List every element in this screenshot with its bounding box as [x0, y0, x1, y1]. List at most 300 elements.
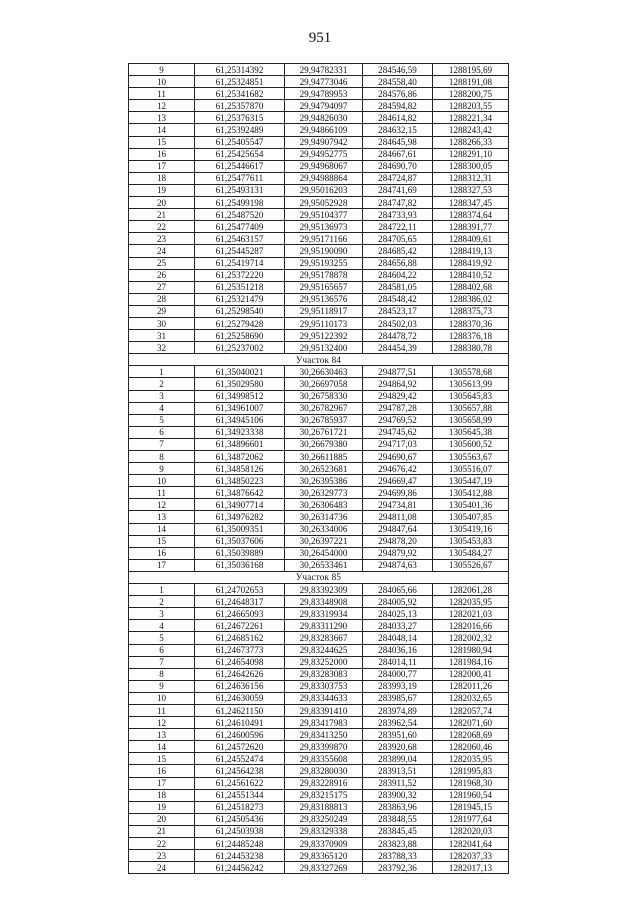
table-row — [129, 680, 509, 692]
longitude-cell: 29,83399870 — [285, 741, 363, 753]
point-number-cell: 21 — [129, 209, 195, 221]
point-number-cell: 20 — [129, 813, 195, 825]
x-coordinate-cell: 294879,92 — [363, 547, 433, 559]
table-row — [129, 547, 509, 559]
y-coordinate-cell: 1305563,67 — [433, 451, 509, 463]
latitude-cell: 61,24665093 — [195, 608, 285, 620]
latitude-cell: 61,34907714 — [195, 499, 285, 511]
longitude-cell: 29,83311290 — [285, 620, 363, 632]
table-row — [129, 233, 509, 245]
y-coordinate-cell: 1282020,03 — [433, 825, 509, 837]
table-row — [129, 656, 509, 668]
y-coordinate-cell: 1288266,33 — [433, 136, 509, 148]
latitude-cell: 61,25392489 — [195, 124, 285, 136]
x-coordinate-cell: 284523,17 — [363, 305, 433, 317]
x-coordinate-cell: 283985,67 — [363, 692, 433, 704]
point-number-cell: 25 — [129, 257, 195, 269]
latitude-cell: 61,25237002 — [195, 342, 285, 354]
x-coordinate-cell: 294877,51 — [363, 366, 433, 378]
longitude-cell: 29,95110173 — [285, 317, 363, 329]
x-coordinate-cell: 284065,66 — [363, 584, 433, 596]
longitude-cell: 29,83280030 — [285, 765, 363, 777]
y-coordinate-cell: 1305419,16 — [433, 523, 509, 535]
latitude-cell: 61,34945106 — [195, 414, 285, 426]
x-coordinate-cell: 284036,16 — [363, 644, 433, 656]
table-row — [129, 753, 509, 765]
table-row — [129, 813, 509, 825]
table-row — [129, 499, 509, 511]
longitude-cell: 30,26454000 — [285, 547, 363, 559]
latitude-cell: 61,24456242 — [195, 862, 285, 874]
point-number-cell: 12 — [129, 717, 195, 729]
x-coordinate-cell: 294864,92 — [363, 378, 433, 390]
table-row — [129, 269, 509, 281]
longitude-cell: 29,83215175 — [285, 789, 363, 801]
point-number-cell: 1 — [129, 366, 195, 378]
x-coordinate-cell: 283913,51 — [363, 765, 433, 777]
latitude-cell: 61,24702653 — [195, 584, 285, 596]
point-number-cell: 11 — [129, 704, 195, 716]
y-coordinate-cell: 1282011,26 — [433, 680, 509, 692]
longitude-cell: 29,83283667 — [285, 632, 363, 644]
longitude-cell: 30,26314736 — [285, 511, 363, 523]
y-coordinate-cell: 1288409,61 — [433, 233, 509, 245]
point-number-cell: 4 — [129, 402, 195, 414]
latitude-cell: 61,24561622 — [195, 777, 285, 789]
table-row — [129, 535, 509, 547]
longitude-cell: 29,94866109 — [285, 124, 363, 136]
longitude-cell: 29,94968067 — [285, 160, 363, 172]
latitude-cell: 61,25477611 — [195, 172, 285, 184]
x-coordinate-cell: 284546,59 — [363, 64, 433, 76]
longitude-cell: 30,26611885 — [285, 451, 363, 463]
latitude-cell: 61,25258690 — [195, 330, 285, 342]
x-coordinate-cell: 284000,77 — [363, 668, 433, 680]
longitude-cell: 29,83329338 — [285, 825, 363, 837]
latitude-cell: 61,34858126 — [195, 463, 285, 475]
latitude-cell: 61,25321479 — [195, 293, 285, 305]
x-coordinate-cell: 284548,42 — [363, 293, 433, 305]
x-coordinate-cell: 283863,96 — [363, 801, 433, 813]
x-coordinate-cell: 294690,67 — [363, 451, 433, 463]
point-number-cell: 16 — [129, 547, 195, 559]
latitude-cell: 61,25445287 — [195, 245, 285, 257]
y-coordinate-cell: 1282060,46 — [433, 741, 509, 753]
table-row — [129, 596, 509, 608]
point-number-cell: 20 — [129, 197, 195, 209]
point-number-cell: 5 — [129, 414, 195, 426]
longitude-cell: 30,26397221 — [285, 535, 363, 547]
point-number-cell: 6 — [129, 426, 195, 438]
point-number-cell: 29 — [129, 305, 195, 317]
table-row — [129, 426, 509, 438]
table-row — [129, 390, 509, 402]
x-coordinate-cell: 283920,68 — [363, 741, 433, 753]
x-coordinate-cell: 284724,87 — [363, 172, 433, 184]
longitude-cell: 29,83392309 — [285, 584, 363, 596]
point-number-cell: 7 — [129, 656, 195, 668]
table-row — [129, 366, 509, 378]
x-coordinate-cell: 284741,69 — [363, 184, 433, 196]
point-number-cell: 8 — [129, 451, 195, 463]
x-coordinate-cell: 283788,33 — [363, 850, 433, 862]
x-coordinate-cell: 283900,32 — [363, 789, 433, 801]
longitude-cell: 29,83250249 — [285, 813, 363, 825]
longitude-cell: 29,83413250 — [285, 729, 363, 741]
point-number-cell: 17 — [129, 777, 195, 789]
latitude-cell: 61,25298540 — [195, 305, 285, 317]
longitude-cell: 29,83417983 — [285, 717, 363, 729]
latitude-cell: 61,25351218 — [195, 281, 285, 293]
x-coordinate-cell: 294717,03 — [363, 438, 433, 450]
y-coordinate-cell: 1282021,03 — [433, 608, 509, 620]
table-row — [129, 825, 509, 837]
section-heading: Участок 85 — [129, 571, 509, 583]
x-coordinate-cell: 284747,82 — [363, 197, 433, 209]
latitude-cell: 61,25419714 — [195, 257, 285, 269]
y-coordinate-cell: 1288386,02 — [433, 293, 509, 305]
point-number-cell: 18 — [129, 789, 195, 801]
point-number-cell: 22 — [129, 221, 195, 233]
x-coordinate-cell: 294745,62 — [363, 426, 433, 438]
longitude-cell: 29,83348908 — [285, 596, 363, 608]
table-row — [129, 523, 509, 535]
y-coordinate-cell: 1281960,54 — [433, 789, 509, 801]
latitude-cell: 61,35036168 — [195, 559, 285, 571]
latitude-cell: 61,24503938 — [195, 825, 285, 837]
latitude-cell: 61,25493131 — [195, 184, 285, 196]
longitude-cell: 29,95165657 — [285, 281, 363, 293]
latitude-cell: 61,24552474 — [195, 753, 285, 765]
point-number-cell: 3 — [129, 390, 195, 402]
latitude-cell: 61,25357870 — [195, 100, 285, 112]
x-coordinate-cell: 284705,65 — [363, 233, 433, 245]
x-coordinate-cell: 284733,93 — [363, 209, 433, 221]
table-row — [129, 838, 509, 850]
latitude-cell: 61,34923338 — [195, 426, 285, 438]
point-number-cell: 13 — [129, 112, 195, 124]
y-coordinate-cell: 1305447,19 — [433, 475, 509, 487]
y-coordinate-cell: 1288419,92 — [433, 257, 509, 269]
y-coordinate-cell: 1305613,99 — [433, 378, 509, 390]
longitude-cell: 29,95122392 — [285, 330, 363, 342]
y-coordinate-cell: 1288191,08 — [433, 76, 509, 88]
latitude-cell: 61,35029580 — [195, 378, 285, 390]
x-coordinate-cell: 283823,88 — [363, 838, 433, 850]
latitude-cell: 61,34998512 — [195, 390, 285, 402]
longitude-cell: 29,83303753 — [285, 680, 363, 692]
table-row — [129, 850, 509, 862]
y-coordinate-cell: 1288200,75 — [433, 88, 509, 100]
latitude-cell: 61,24485248 — [195, 838, 285, 850]
longitude-cell: 29,83355608 — [285, 753, 363, 765]
table-row — [129, 620, 509, 632]
point-number-cell: 1 — [129, 584, 195, 596]
longitude-cell: 29,83365120 — [285, 850, 363, 862]
latitude-cell: 61,34976282 — [195, 511, 285, 523]
latitude-cell: 61,24685162 — [195, 632, 285, 644]
longitude-cell: 29,94952775 — [285, 148, 363, 160]
point-number-cell: 2 — [129, 378, 195, 390]
y-coordinate-cell: 1282002,32 — [433, 632, 509, 644]
coordinates-table — [128, 63, 509, 874]
y-coordinate-cell: 1282071,60 — [433, 717, 509, 729]
x-coordinate-cell: 284594,82 — [363, 100, 433, 112]
latitude-cell: 61,25425654 — [195, 148, 285, 160]
latitude-cell: 61,34961007 — [195, 402, 285, 414]
point-number-cell: 9 — [129, 64, 195, 76]
longitude-cell: 29,95193255 — [285, 257, 363, 269]
x-coordinate-cell: 284685,42 — [363, 245, 433, 257]
latitude-cell: 61,24648317 — [195, 596, 285, 608]
x-coordinate-cell: 284722,11 — [363, 221, 433, 233]
latitude-cell: 61,24453238 — [195, 850, 285, 862]
y-coordinate-cell: 1282000,41 — [433, 668, 509, 680]
table-row — [129, 414, 509, 426]
x-coordinate-cell: 294699,86 — [363, 487, 433, 499]
latitude-cell: 61,24518273 — [195, 801, 285, 813]
table-row — [129, 293, 509, 305]
x-coordinate-cell: 283911,52 — [363, 777, 433, 789]
y-coordinate-cell: 1288347,45 — [433, 197, 509, 209]
point-number-cell: 23 — [129, 233, 195, 245]
longitude-cell: 29,94782331 — [285, 64, 363, 76]
longitude-cell: 29,83252000 — [285, 656, 363, 668]
point-number-cell: 15 — [129, 535, 195, 547]
y-coordinate-cell: 1281984,16 — [433, 656, 509, 668]
latitude-cell: 61,25372220 — [195, 269, 285, 281]
longitude-cell: 29,95132400 — [285, 342, 363, 354]
y-coordinate-cell: 1305645,83 — [433, 390, 509, 402]
latitude-cell: 61,24673773 — [195, 644, 285, 656]
x-coordinate-cell: 284014,11 — [363, 656, 433, 668]
y-coordinate-cell: 1282032,65 — [433, 692, 509, 704]
longitude-cell: 30,26679380 — [285, 438, 363, 450]
longitude-cell: 30,26533461 — [285, 559, 363, 571]
longitude-cell: 30,26306483 — [285, 499, 363, 511]
table-row — [129, 221, 509, 233]
point-number-cell: 16 — [129, 765, 195, 777]
point-number-cell: 12 — [129, 100, 195, 112]
y-coordinate-cell: 1305578,68 — [433, 366, 509, 378]
latitude-cell: 61,25341682 — [195, 88, 285, 100]
x-coordinate-cell: 284604,22 — [363, 269, 433, 281]
point-number-cell: 23 — [129, 850, 195, 862]
y-coordinate-cell: 1305407,85 — [433, 511, 509, 523]
x-coordinate-cell: 284656,88 — [363, 257, 433, 269]
y-coordinate-cell: 1288410,52 — [433, 269, 509, 281]
table-row — [129, 463, 509, 475]
table-row — [129, 317, 509, 329]
table-row — [129, 209, 509, 221]
latitude-cell: 61,24642626 — [195, 668, 285, 680]
y-coordinate-cell: 1288312,31 — [433, 172, 509, 184]
point-number-cell: 2 — [129, 596, 195, 608]
point-number-cell: 16 — [129, 148, 195, 160]
latitude-cell: 61,24564238 — [195, 765, 285, 777]
x-coordinate-cell: 284048,14 — [363, 632, 433, 644]
point-number-cell: 10 — [129, 76, 195, 88]
point-number-cell: 13 — [129, 511, 195, 523]
latitude-cell: 61,25376315 — [195, 112, 285, 124]
point-number-cell: 15 — [129, 136, 195, 148]
latitude-cell: 61,25499198 — [195, 197, 285, 209]
y-coordinate-cell: 1305484,27 — [433, 547, 509, 559]
latitude-cell: 61,24600596 — [195, 729, 285, 741]
table-row — [129, 451, 509, 463]
latitude-cell: 61,25477409 — [195, 221, 285, 233]
y-coordinate-cell: 1281977,64 — [433, 813, 509, 825]
y-coordinate-cell: 1288374,64 — [433, 209, 509, 221]
x-coordinate-cell: 294676,42 — [363, 463, 433, 475]
y-coordinate-cell: 1288203,55 — [433, 100, 509, 112]
latitude-cell: 61,24551344 — [195, 789, 285, 801]
table-row — [129, 112, 509, 124]
point-number-cell: 9 — [129, 463, 195, 475]
table-row — [129, 777, 509, 789]
y-coordinate-cell: 1282037,33 — [433, 850, 509, 862]
table-row — [129, 76, 509, 88]
table-row — [129, 741, 509, 753]
table-row — [129, 136, 509, 148]
x-coordinate-cell: 283951,60 — [363, 729, 433, 741]
point-number-cell: 19 — [129, 801, 195, 813]
x-coordinate-cell: 294769,52 — [363, 414, 433, 426]
y-coordinate-cell: 1305412,88 — [433, 487, 509, 499]
y-coordinate-cell: 1288300,05 — [433, 160, 509, 172]
point-number-cell: 4 — [129, 620, 195, 632]
table-row — [129, 305, 509, 317]
table-row — [129, 559, 509, 571]
point-number-cell: 24 — [129, 245, 195, 257]
table-row — [129, 692, 509, 704]
latitude-cell: 61,25487520 — [195, 209, 285, 221]
point-number-cell: 3 — [129, 608, 195, 620]
y-coordinate-cell: 1281995,83 — [433, 765, 509, 777]
y-coordinate-cell: 1288419,13 — [433, 245, 509, 257]
x-coordinate-cell: 283974,89 — [363, 704, 433, 716]
longitude-cell: 29,83228916 — [285, 777, 363, 789]
table-row — [129, 584, 509, 596]
longitude-cell: 29,95136973 — [285, 221, 363, 233]
table-row — [129, 100, 509, 112]
y-coordinate-cell: 1305658,99 — [433, 414, 509, 426]
latitude-cell: 61,24654098 — [195, 656, 285, 668]
x-coordinate-cell: 284005,92 — [363, 596, 433, 608]
latitude-cell: 61,34850223 — [195, 475, 285, 487]
x-coordinate-cell: 283845,45 — [363, 825, 433, 837]
point-number-cell: 14 — [129, 523, 195, 535]
x-coordinate-cell: 294669,47 — [363, 475, 433, 487]
x-coordinate-cell: 284558,40 — [363, 76, 433, 88]
x-coordinate-cell: 283962,54 — [363, 717, 433, 729]
latitude-cell: 61,35039889 — [195, 547, 285, 559]
x-coordinate-cell: 284576,86 — [363, 88, 433, 100]
table-row — [129, 184, 509, 196]
longitude-cell: 30,26334006 — [285, 523, 363, 535]
latitude-cell: 61,24572620 — [195, 741, 285, 753]
point-number-cell: 14 — [129, 124, 195, 136]
point-number-cell: 11 — [129, 88, 195, 100]
table-row — [129, 160, 509, 172]
point-number-cell: 27 — [129, 281, 195, 293]
point-number-cell: 22 — [129, 838, 195, 850]
point-number-cell: 6 — [129, 644, 195, 656]
longitude-cell: 29,83327269 — [285, 862, 363, 874]
x-coordinate-cell: 283899,04 — [363, 753, 433, 765]
point-number-cell: 10 — [129, 692, 195, 704]
x-coordinate-cell: 283848,55 — [363, 813, 433, 825]
y-coordinate-cell: 1282041,64 — [433, 838, 509, 850]
latitude-cell: 61,34872062 — [195, 451, 285, 463]
longitude-cell: 30,26697058 — [285, 378, 363, 390]
table-row — [129, 330, 509, 342]
longitude-cell: 29,83319934 — [285, 608, 363, 620]
longitude-cell: 30,26329773 — [285, 487, 363, 499]
x-coordinate-cell: 284478,72 — [363, 330, 433, 342]
longitude-cell: 29,94794097 — [285, 100, 363, 112]
table-row — [129, 148, 509, 160]
table-row — [129, 632, 509, 644]
table-row — [129, 124, 509, 136]
y-coordinate-cell: 1288376,18 — [433, 330, 509, 342]
table-row — [129, 704, 509, 716]
point-number-cell: 9 — [129, 680, 195, 692]
point-number-cell: 30 — [129, 317, 195, 329]
y-coordinate-cell: 1281945,15 — [433, 801, 509, 813]
table-row — [129, 608, 509, 620]
table-row — [129, 281, 509, 293]
point-number-cell: 31 — [129, 330, 195, 342]
point-number-cell: 13 — [129, 729, 195, 741]
table-row — [129, 172, 509, 184]
y-coordinate-cell: 1282061,28 — [433, 584, 509, 596]
y-coordinate-cell: 1288370,36 — [433, 317, 509, 329]
point-number-cell: 19 — [129, 184, 195, 196]
point-number-cell: 28 — [129, 293, 195, 305]
point-number-cell: 17 — [129, 160, 195, 172]
point-number-cell: 15 — [129, 753, 195, 765]
longitude-cell: 29,94789953 — [285, 88, 363, 100]
latitude-cell: 61,24636156 — [195, 680, 285, 692]
longitude-cell: 29,94826030 — [285, 112, 363, 124]
table-row — [129, 245, 509, 257]
y-coordinate-cell: 1288375,73 — [433, 305, 509, 317]
table-row — [129, 378, 509, 390]
point-number-cell: 8 — [129, 668, 195, 680]
y-coordinate-cell: 1282035,95 — [433, 753, 509, 765]
table-row — [129, 257, 509, 269]
y-coordinate-cell: 1305453,83 — [433, 535, 509, 547]
longitude-cell: 30,26395386 — [285, 475, 363, 487]
latitude-cell: 61,24621150 — [195, 704, 285, 716]
latitude-cell: 61,35040021 — [195, 366, 285, 378]
x-coordinate-cell: 294874,63 — [363, 559, 433, 571]
point-number-cell: 21 — [129, 825, 195, 837]
latitude-cell: 61,34876642 — [195, 487, 285, 499]
latitude-cell: 61,24610491 — [195, 717, 285, 729]
table-row — [129, 801, 509, 813]
latitude-cell: 61,25405547 — [195, 136, 285, 148]
longitude-cell: 29,95052928 — [285, 197, 363, 209]
y-coordinate-cell: 1305600,52 — [433, 438, 509, 450]
x-coordinate-cell: 294811,08 — [363, 511, 433, 523]
point-number-cell: 17 — [129, 559, 195, 571]
longitude-cell: 29,94907942 — [285, 136, 363, 148]
x-coordinate-cell: 283792,36 — [363, 862, 433, 874]
x-coordinate-cell: 284667,61 — [363, 148, 433, 160]
point-number-cell: 10 — [129, 475, 195, 487]
